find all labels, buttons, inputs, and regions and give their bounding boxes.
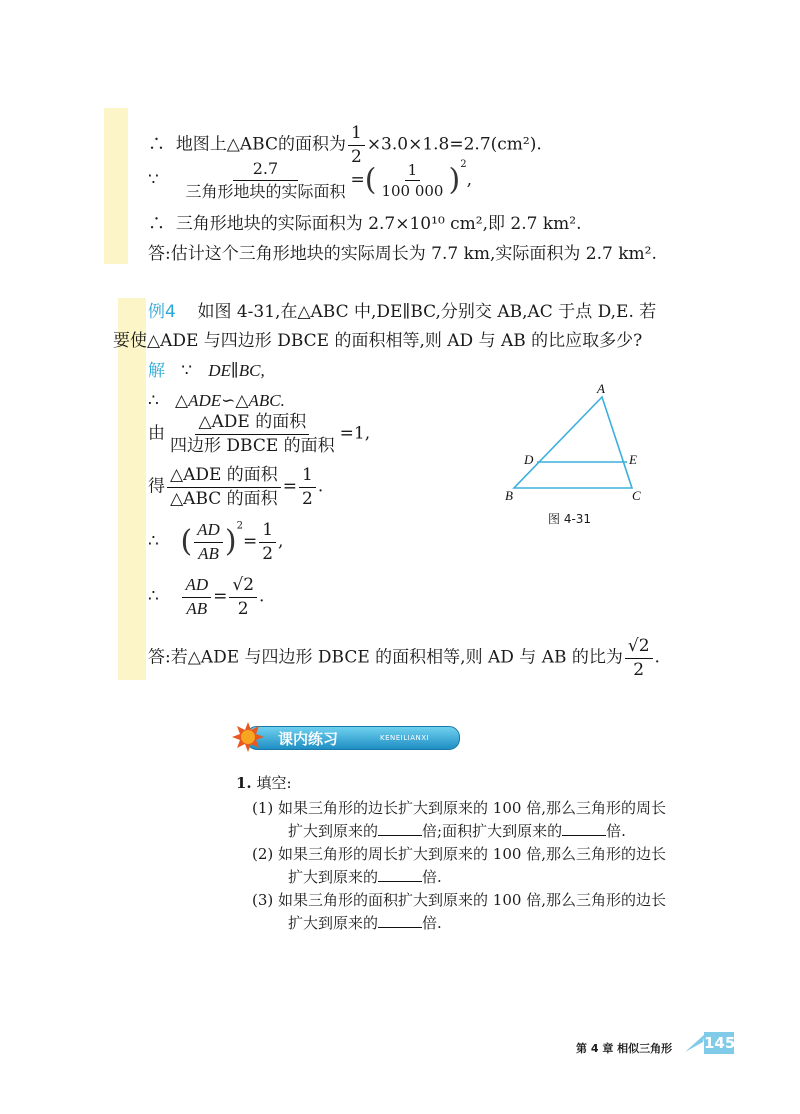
- exercise-item-2-line-2: 扩大到原来的 倍.: [288, 868, 442, 886]
- label-a: A: [597, 381, 605, 396]
- solution-line-3: ∴ 三角形地块的实际面积为 2.7×10¹⁰ cm²,即 2.7 km².: [148, 214, 582, 234]
- line-text-rest: ×3.0×1.8=2.7(cm²).: [366, 134, 542, 155]
- because-symbol: ∵: [148, 170, 159, 190]
- label-b: B: [505, 488, 513, 503]
- highlight-band-top: [104, 108, 128, 264]
- fraction-scale: $\frac{1}{100 000}$: [381, 160, 444, 200]
- exercise-item-2: (2) 如果三角形的周长扩大到原来的 100 倍,那么三角形的边长: [252, 845, 666, 863]
- solution-line-2: ∵ $\frac{2.7}{\text{三角形地块的实际面积}}$ =( $\frac{1}{100 000}$ )$^2$,: [148, 159, 472, 201]
- fraction-area-equal: $\frac{\text{△ADE 的面积}}{\text{四边形 DBCE 的面积}}$: [170, 412, 335, 456]
- example-4-line-2: 要使△ADE 与四边形 DBCE 的面积相等,则 AD 与 AB 的比应取多少?: [113, 331, 643, 351]
- answer-blank[interactable]: [378, 821, 422, 836]
- figure-4-31: [495, 380, 665, 530]
- fraction-half: $\frac{1}{2}$: [348, 124, 365, 166]
- figure-caption: 图 4-31: [548, 512, 592, 526]
- solution-step-3: 由 $\frac{\text{△ADE 的面积}}{\text{四边形 DBCE 的面积}}$ =1,: [148, 412, 371, 456]
- answer-blank[interactable]: [378, 867, 422, 882]
- answer-line: 答:估计这个三角形地块的实际周长为 7.7 km,实际面积为 2.7 km².: [148, 244, 657, 264]
- label-e: E: [629, 452, 637, 467]
- therefore-symbol: ∴: [148, 134, 165, 155]
- fraction-area-half: $\frac{\text{△ADE 的面积}}{\text{△ABC 的面积}}$: [167, 466, 281, 508]
- sun-icon: [232, 722, 264, 752]
- fraction-area-ratio: $\frac{2.7}{\text{三角形地块的实际面积}}$: [185, 159, 346, 201]
- label-d: D: [524, 452, 534, 467]
- chapter-footer: 第 4 章 相似三角形: [576, 1042, 673, 1055]
- banner-title: 课内练习: [278, 730, 339, 748]
- line-text: 地图上△ABC的面积为: [175, 134, 346, 155]
- exercise-item-3-line-2: 扩大到原来的 倍.: [288, 914, 442, 932]
- exercise-question-1: 1. 填空:: [236, 774, 292, 792]
- exercise-item-1-line-2: 扩大到原来的 倍;面积扩大到原来的 倍.: [288, 822, 626, 840]
- solution-step-2: ∴ △ADE∽△ABC.: [148, 391, 285, 411]
- label-c: C: [632, 488, 641, 503]
- exercise-banner: [232, 722, 458, 752]
- solution-label: 解: [148, 361, 165, 381]
- fraction-answer: $\frac{√2}{2}$: [625, 637, 653, 679]
- highlight-band-example: [118, 298, 146, 680]
- page-number: 145: [704, 1034, 736, 1052]
- exercise-item-3: (3) 如果三角形的面积扩大到原来的 100 倍,那么三角形的边长: [252, 891, 666, 909]
- solution-step-4: 得 $\frac{\text{△ADE 的面积}}{\text{△ABC 的面积}}$ = $\frac{1}{2}$ .: [148, 465, 324, 509]
- therefore-symbol: ∴: [148, 214, 165, 234]
- answer-blank[interactable]: [562, 821, 606, 836]
- example-label: 例4: [148, 302, 176, 322]
- answer-blank[interactable]: [378, 913, 422, 928]
- solution-step-1: 解 ∵ DE∥BC,: [148, 361, 265, 381]
- solution-step-5: ∴ ( $\frac{AD}{AB}$ )$^2$= $\frac{1}{2}$ ,: [148, 520, 284, 564]
- exercise-item-1: (1) 如果三角形的边长扩大到原来的 100 倍,那么三角形的周长: [252, 799, 666, 817]
- fraction-ad-ab-final: $\frac{AD}{AB}$: [182, 576, 211, 618]
- example-4-line-1: 例4 如图 4-31,在△ABC 中,DE∥BC,分别交 AB,AC 于点 D,E. 若: [148, 302, 657, 322]
- fraction-ad-ab: $\frac{AD}{AB}$: [194, 521, 223, 563]
- example-answer: 答:若△ADE 与四边形 DBCE 的面积相等,则 AD 与 AB 的比为 $\frac{√2}{2}$ .: [148, 636, 660, 680]
- solution-step-6: ∴ $\frac{AD}{AB}$ = $\frac{√2}{2}$ .: [148, 575, 265, 619]
- banner-subtitle: KENEILIANXI: [380, 734, 430, 742]
- triangle-abc: [514, 397, 632, 488]
